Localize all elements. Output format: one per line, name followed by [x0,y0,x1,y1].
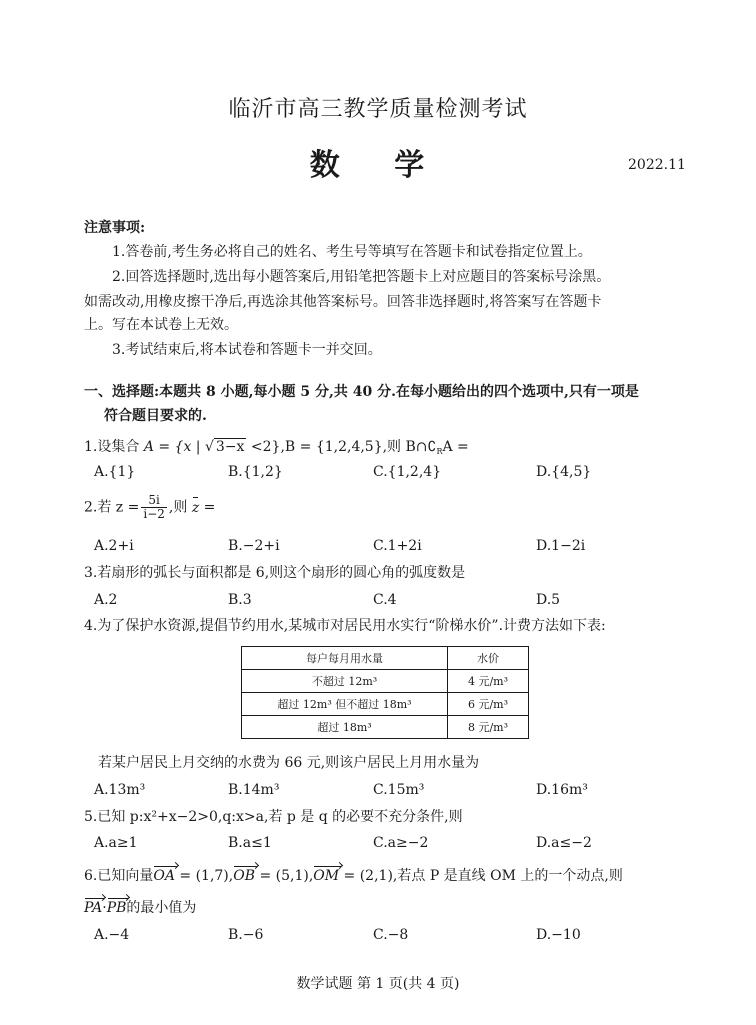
table-cell: 不超过 12m³ [242,670,448,693]
note-item-2: 2.回答选择题时,选出每小题答案后,用铅笔把答题卡上对应题目的答案标号涂黑。 [112,269,611,285]
section-heading [84,380,684,428]
q6-text-2: = (1,7), [174,868,234,884]
q2-fraction [141,494,167,521]
note-item-3: 3.考试结束后,将本试卷和答题卡一并交回。 [112,342,382,358]
q2-denominator: i−2 [143,507,165,521]
page-footer: 数学试题 第 1 页(共 4 页) [296,976,460,992]
q5-option-d: D.a≤−2 [536,835,592,851]
q6-vector-pb: PB [106,900,127,916]
question-6-line-2 [84,899,196,917]
q6-option-d: D.−10 [536,927,581,943]
q3-option-b: B.3 [228,592,252,608]
q6-vector-oa: OA [153,868,175,884]
q1-option-b: B.{1,2} [228,464,283,480]
q6-text-4: = (2,1),若点 P 是直线 OM 上的一个动点,则 [339,868,623,884]
question-6 [84,867,623,885]
question-2 [84,494,215,521]
q4-option-c: C.15m³ [373,782,425,798]
q1-set-b: <2},B = {1,2,4,5},则 B∩∁ [246,439,437,455]
section-line-2: 符合题目要求的. [104,408,207,424]
question-4: 4.为了保护水资源,提倡节约用水,某城市对居民用水实行“阶梯水价”.计费方法如下表: [84,618,606,634]
table-header-price: 水价 [448,647,529,670]
table-header-row [242,647,529,670]
q1-sub: R [436,447,443,456]
subject-title: 数 学 [309,148,447,183]
q5-option-b: B.a≤1 [228,835,272,851]
q6-dot: · [102,900,107,916]
q6-vector-om: OM [313,868,340,884]
q6-option-c: C.−8 [373,927,409,943]
q4-option-b: B.14m³ [228,782,280,798]
q1-tail: A = [442,439,469,455]
q3-option-a: A.2 [94,592,118,608]
q1-option-d: D.{4,5} [536,464,592,480]
q2-tail: = [199,499,216,516]
table-cell: 4 元/m³ [448,670,529,693]
table-row [242,670,529,693]
q2-conjugate: z [191,499,200,516]
q2-prefix: 2.若 z = [84,499,140,516]
q6-option-b: B.−6 [228,927,264,943]
q3-option-d: D.5 [536,592,561,608]
q5-option-c: C.a≥−2 [373,835,429,851]
table-cell: 8 元/m³ [448,716,529,739]
q2-option-a: A.2+i [94,538,134,554]
note-item-2-cont2: 上。写在本试卷上无效。 [84,317,238,333]
notes-heading: 注意事项: [84,220,146,236]
exam-title: 临沂市高三教学质量检测考试 [228,97,528,122]
q4-followup: 若某户居民上月交纳的水费为 66 元,则该户居民上月用水量为 [98,755,480,771]
q2-option-c: C.1+2i [373,538,422,554]
q4-option-a: A.13m³ [94,782,146,798]
q1-option-c: C.{1,2,4} [373,464,442,480]
question-3: 3.若扇形的弧长与面积都是 6,则这个扇形的圆心角的弧度数是 [84,565,466,581]
q4-option-d: D.16m³ [536,782,588,798]
q6-text-3: = (5,1), [255,868,314,884]
table-cell: 超过 18m³ [242,716,448,739]
table-header-usage: 每户每月用水量 [242,647,448,670]
q1-option-a: A.{1} [94,464,136,480]
water-price-table [241,646,529,739]
q1-set-a: A = {x | [143,439,205,455]
q1-prefix: 1.设集合 [84,439,144,455]
q3-option-c: C.4 [373,592,397,608]
q1-radicand: 3−x [215,439,245,455]
q6-vector-pa: PA [84,900,103,916]
table-cell: 6 元/m³ [448,693,529,716]
exam-date: 2022.11 [628,157,686,173]
table-cell: 超过 12m³ 但不超过 18m³ [242,693,448,716]
q6-vector-ob: OB [233,868,255,884]
note-item-1: 1.答卷前,考生务必将自己的姓名、考生号等填写在答题卡和试卷指定位置上。 [112,244,592,260]
question-1: 1.设集合 A = {x | √ 3−x <2},B = {1,2,4,5},则 $B\cap∁_RA$ = [84,439,469,456]
note-item-2-cont: 如需改动,用橡皮擦干净后,再选涂其他答案标号。回答非选择题时,将答案写在答题卡 [84,294,602,310]
q5-option-a: A.a≥1 [94,835,138,851]
q6-text-5: 的最小值为 [126,900,197,916]
q6-option-a: A.−4 [94,927,130,943]
question-5: 5.已知 p:x²+x−2>0,q:x>a,若 p 是 q 的必要不充分条件,则 [84,809,463,825]
q2-option-b: B.−2+i [228,538,280,554]
q2-numerator: 5i [141,494,167,508]
table-row [242,693,529,716]
table-row [242,716,529,739]
section-line-1: 一、选择题:本题共 8 小题,每小题 5 分,共 40 分.在每小题给出的四个选项中,只有一项是 [84,384,639,400]
q2-middle: ,则 [168,499,192,516]
q6-text-1: 6.已知向量 [84,868,154,884]
q2-option-d: D.1−2i [536,538,586,554]
